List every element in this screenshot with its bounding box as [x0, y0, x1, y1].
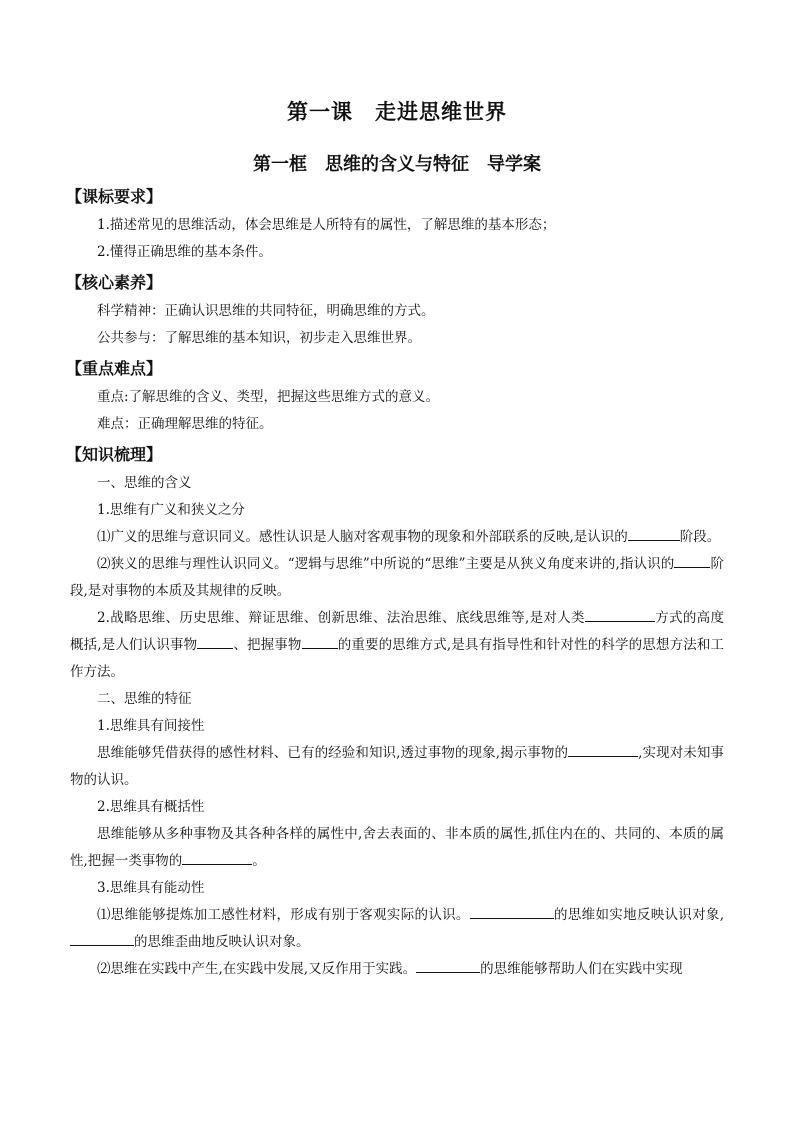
fill-blank[interactable]: [568, 742, 638, 757]
fill-blank[interactable]: [416, 958, 480, 973]
fill-blank[interactable]: [70, 931, 134, 946]
hexin-item-1: 科学精神：正确认识思维的共同特征，明确思维的方式。: [97, 303, 435, 319]
lesson-title: 第一课 走进思维世界: [287, 100, 507, 124]
point-1: 1.思维有广义和狭义之分: [97, 502, 245, 518]
fill-blank[interactable]: [182, 850, 252, 865]
fill-blank[interactable]: [674, 553, 710, 568]
feature-3a-text: ⑴思维能够提炼加工感性材料，形成有别于客观实际的认识。 的思维如实地反映认识对象,的思维歪曲地反映认识对象。: [70, 902, 724, 956]
section-heading-zhishi: 【知识梳理】: [66, 445, 163, 464]
feature-3-heading: 3.思维具有能动性: [97, 880, 205, 896]
zhongdian-item-1: 重点:了解思维的含义、类型，把握这些思维方式的意义。: [97, 389, 440, 405]
fill-blank[interactable]: [628, 526, 680, 541]
fill-blank[interactable]: [302, 634, 338, 649]
kebiao-item-1: 1.描述常见的思维活动，体会思维是人所特有的属性，了解思维的基本形态；: [97, 217, 556, 233]
feature-1-heading: 1.思维具有间接性: [97, 718, 205, 734]
feature-2-text: 思维能够从多种事物及其各种各样的属性中,舍去表面的、非本质的属性,抓住内在的、共同的、本质的属性,把握一类事物的 。: [70, 826, 724, 869]
section-heading-zhongdian: 【重点难点】: [66, 359, 163, 378]
feature-1-text: 思维能够凭借获得的感性材料、已有的经验和知识,透过事物的现象,揭示事物的 ,实现对未知事物的认识。: [70, 740, 724, 794]
point-1b: ⑵狭义的思维与理性认识同义。“逻辑与思维”中所说的“思维”主要是从狭义角度来讲的,指认识的 阶段,是对事物的本质及其规律的反映。: [70, 551, 724, 605]
part-2-heading: 二、思维的特征: [97, 691, 192, 707]
point-2: 2.战略思维、历史思维、辩证思维、创新思维、法治思维、底线思维等,是对人类 方式的高度概括,是人们认识事物 、把握事物 的重要的思维方式,是具有指导性和针对性的科学的思想方法和工作方法。: [70, 605, 724, 686]
fill-blank[interactable]: [585, 607, 655, 622]
hexin-item-2: 公共参与：了解思维的基本知识，初步走入思维世界。: [97, 330, 421, 346]
section-heading-kebiao: 【课标要求】: [66, 187, 163, 206]
feature-3b-text: ⑵思维在实践中产生,在实践中发展,又反作用于实践。 的思维能够帮助人们在实践中实现: [70, 956, 724, 983]
kebiao-item-2: 2.懂得正确思维的基本条件。: [97, 244, 272, 260]
zhongdian-item-2: 难点：正确理解思维的特征。: [97, 416, 273, 432]
document-body: [66, 180, 725, 983]
lesson-subtitle: 第一框 思维的含义与特征 导学案: [253, 154, 541, 175]
section-heading-hexin: 【核心素养】: [66, 273, 163, 292]
fill-blank[interactable]: [470, 904, 554, 919]
point-1a: ⑴广义的思维与意识同义。感性认识是人脑对客观事物的现象和外部联系的反映,是认识的 阶段。: [70, 524, 724, 551]
fill-blank[interactable]: [197, 634, 233, 649]
feature-2-heading: 2.思维具有概括性: [97, 799, 205, 815]
part-1-heading: 一、思维的含义: [97, 475, 192, 491]
